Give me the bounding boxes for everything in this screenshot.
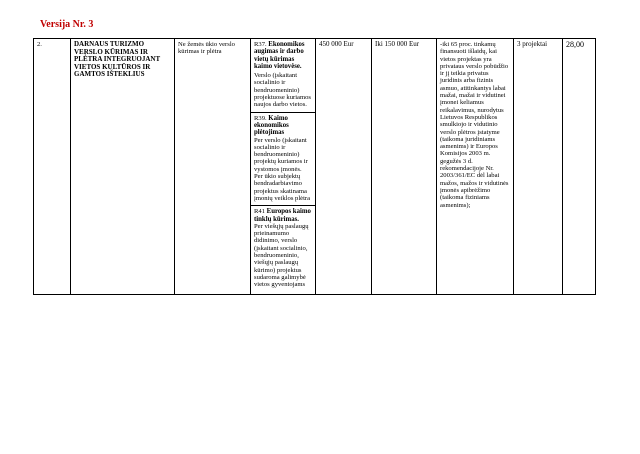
version-label: Versija Nr. 3 — [40, 19, 94, 30]
row-number: 2. — [37, 41, 42, 48]
conditions-text: -iki 65 proc. tinkamų finansuoti išlaidų, kai vietos projektas yra privataus verslo pobūdžio ir jį teikia privatus juridinis arba fizinis asmuo, atitinkantys labai mažai, mažai ir vidutinei įmonei keliamus reikalavimus, nurodytus Lietuvos Respublikos smulkiojo ir vidutinio verslo plėtros įstatyme (taikoma juridiniams asmenims) ir Europos Komisijos 2003 m. gegužės 3 d. rekomendacijoje Nr. 2003/361/EC dėl labai mažos, mažos ir vidutinės įmonės apibrėžimo (taikoma fiziniams asmenims); — [440, 41, 509, 209]
priority-cell — [71, 39, 175, 295]
projects-count: 3 projektai — [517, 40, 548, 48]
strategy-table — [33, 38, 596, 295]
measure-title: Kaimo ekonomikos plėtojimas — [254, 114, 289, 137]
amount-to: Iki 150 000 Eur — [375, 40, 420, 48]
amount-to-cell — [372, 39, 437, 295]
activity-text: Ne žemės ūkio verslo kūrimas ir plėtra — [178, 41, 235, 56]
amount-from: 450 000 Eur — [319, 40, 354, 48]
score-cell — [563, 39, 596, 295]
measure-code: R41 — [254, 208, 265, 216]
measure-paragraph: Per viešųjų paslaugų prieinamumo didinimo, verslo (įskaitant socialinio, bendruomeninio, viešųjų paslaugų kūrimo) projektus sudaroma galimybė vietos gyventojams — [254, 222, 309, 289]
measure-block-r37 — [254, 41, 312, 112]
measure-title: Europos kaimo tinklų kūrimas. — [254, 208, 311, 223]
measure-paragraph: Per ūkio subjektų bendradarbiavimo projektus skatinama įmonių veiklos plėtra — [254, 173, 311, 202]
measure-code: R39. — [254, 114, 267, 122]
priority-title: DARNAUS TURIZMO VERSLO KŪRIMAS IR PLĖTRA INTEGRUOJANT VIETOS KULTŪROS IR GAMTOS IŠTEKLIUS — [74, 40, 161, 79]
measures-cell — [251, 39, 316, 295]
measure-code: R37. — [254, 41, 267, 48]
score-value: 28,00 — [566, 40, 584, 49]
measure-title: Ekonomikos augimas ir darbo vietų kūrimas kaimo vietovėse. — [254, 41, 305, 70]
measure-paragraph: Verslo (įskaitant socialinio ir bendruomeninio) projektuose kuriamos naujos darbo vietos. — [254, 72, 311, 109]
measure-paragraph: Per verslo (įskaitant socialinio ir bendruomeninio) projektų kuriamos ir vystomos įmonės. — [254, 136, 308, 173]
conditions-cell — [437, 39, 514, 295]
table-row — [34, 39, 596, 295]
projects-cell — [514, 39, 563, 295]
amount-from-cell — [316, 39, 372, 295]
measure-block-r41 — [251, 205, 315, 291]
measure-block-r39 — [251, 112, 315, 206]
activity-cell — [175, 39, 251, 295]
row-number-cell — [34, 39, 71, 295]
